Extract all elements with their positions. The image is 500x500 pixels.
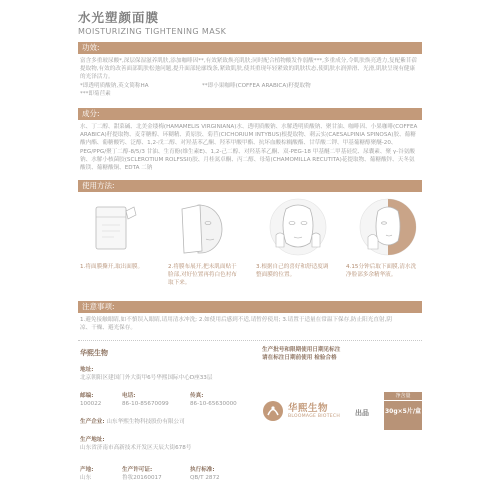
phone-value: 86-10-85670099 [122, 401, 169, 407]
address-field [80, 366, 212, 382]
efficacy-note-2: **即小果咖啡(COFFEA ARABICA)籽提取物 [202, 82, 311, 89]
bloomage-logo-icon [262, 400, 284, 422]
step-4-illustration [356, 195, 420, 259]
net-content-value: 30g×5片/盒 [384, 408, 422, 415]
net-content-label: 净含量 [384, 392, 422, 401]
cautions-line-2: 凉、干燥、避光保存。 [80, 325, 136, 332]
product-title-cn: 水光塑颜面膜 [78, 10, 160, 25]
production-address-label: 生产地址: [80, 437, 105, 443]
step-1-illustration [82, 195, 146, 259]
net-content-box [384, 392, 422, 430]
efficacy-text: 富含多重玻尿酸*,深层保湿滋养肌肤,添加咖啡因**,有效紧致焕亮肌肤;同时配合植物酸发作弱酸***,多重成分,令肌肤焕亮透力,复配紫苜蓿提取物,有效的改善面部肌肤松弛问题,提升面部轮廓线条,紧致肌肤,使其重现年轻紧致的肌肤状态,使肌肤水润弹滑、光滑,肌肤呈现有健康的光泽活力。 [80, 58, 417, 81]
cautions-text [80, 316, 420, 332]
usage-step-2: 2.将膜布展开,把未肌面贴于脸部,对好位置再将白色衬布取下来。 [168, 264, 237, 286]
logo-text-en: BLOOMAGE BIOTECH [288, 414, 341, 419]
step-3-illustration [266, 195, 330, 259]
ingredients-text: 水、丁二醇、甜菜碱、北美金缕梅(HAMAMELIS VIRGINIANA)水、透明质酸钠、水解透明质酸钠、聚甘油、咖啡因、小果咖啡(COFFEA ARABICA)籽提取物、麦芽糖醇、环糊精、黄原胶、菊苣(CICHORIUM INTYBUS)根提取物、刺云实(CAESALPINIA SPINOSA)胶、葡糖酸内酯、葡糖酸钙、泛醇、1,2-戊二醇、对羟基苯乙酮、羟苯甲酸甲酯、抗坏血酸棕榈酸酯、甘草酸二钾、甲基葡糖醇聚醚-20、PEG/PPG/聚丁二醇-8/5/3 甘油、生育酚(维生素E)、1,2-己二醇、对羟基苯乙酮、双-PEG-18 甲基醚二甲基硅烷、尿囊素、聚 γ-谷氨酸钠、水解小核菌胶(SCLEROTIUM ROLFSSII)胶、月桂氮卓酮、丙二醇、母菊(CHAMOMILLA RECUTITA)花提取物、葡糖酸锌、天冬氨酸镁、葡糖酸铜、EDTA 二钠 [80, 124, 418, 172]
usage-heading: 使用方法: [78, 180, 422, 192]
phone-label: 电话: [122, 393, 136, 399]
efficacy-heading: 功效: [78, 42, 422, 54]
mask-package-icon [82, 195, 146, 259]
license-label: 生产许可证: [122, 467, 153, 473]
face-mask-icon [266, 195, 330, 259]
standard-field [190, 466, 220, 482]
postcode-label: 邮编: [80, 393, 94, 399]
efficacy-note-1: *即透明质酸钠,英文简称HA [80, 82, 149, 89]
logo-text-cn: 华熙生物 [288, 403, 329, 414]
batch-notice [262, 346, 422, 362]
license-value: 鲁妆20160017 [122, 475, 162, 481]
mask-unfold-icon [172, 195, 236, 259]
brand-logo [262, 398, 362, 428]
fax-label: 传真: [190, 393, 204, 399]
enterprise-label: 生产企业: [80, 419, 105, 425]
enterprise-value: 山东华熙生物科技股份有限公司 [106, 419, 185, 425]
usage-step-1: 1.将面膜撕开,取出面膜。 [80, 264, 144, 270]
usage-steps [80, 195, 420, 286]
origin-label: 产地: [80, 467, 94, 473]
postcode-field [80, 392, 101, 408]
product-mark: 出品 [355, 409, 369, 417]
postcode-value: 100022 [80, 401, 102, 407]
company-brand: 华熙生物 [80, 349, 108, 357]
cautions-line-1: 1.避免接触眼睛,如不慎误入眼睛,请用清水冲洗; 2.如使用后感到不适,请暂停使用; 3.请置于适量在常温下保存,防止阳光直射,阴 [80, 317, 392, 323]
efficacy-section [80, 57, 420, 98]
efficacy-note-3: ***即菊苣素 [80, 90, 111, 97]
face-rinse-icon [356, 195, 420, 259]
phone-field [122, 392, 169, 408]
production-address-field [80, 436, 191, 452]
product-title-block [78, 10, 420, 37]
address-label: 地址: [80, 367, 94, 373]
address-value: 北京朝阳区建国门外大街甲6号华熙国际中心D座33层 [80, 375, 213, 381]
product-title-en: MOISTURIZING TIGHTENING MASK [78, 27, 227, 36]
standard-value: QB/T 2872 [190, 475, 220, 481]
section-divider [78, 340, 422, 341]
batch-notice-line-2: 请在标注日期前使用 检验合格 [262, 355, 337, 361]
license-field [122, 466, 162, 482]
origin-value: 山东 [80, 475, 92, 481]
batch-notice-line-1: 生产批号和限期使用日期见标注 [262, 347, 341, 353]
step-2-illustration [172, 195, 236, 259]
usage-step-3: 3.根据自己的喜好和舒适度调整面膜的位置。 [256, 264, 329, 278]
cautions-heading: 注意事项: [78, 301, 422, 313]
fax-value: 86-10-65630000 [190, 401, 237, 407]
origin-field [80, 466, 93, 482]
enterprise-field [80, 418, 185, 426]
production-address-value: 山东省济南市高新技术开发区天辰大街678号 [80, 445, 192, 451]
fax-field [190, 392, 237, 408]
standard-label: 执行标准: [190, 467, 215, 473]
usage-step-4: 4.15分钟后取下面膜,清水洗净脸部多余精华液。 [346, 264, 417, 278]
ingredients-heading: 成分: [78, 108, 422, 120]
